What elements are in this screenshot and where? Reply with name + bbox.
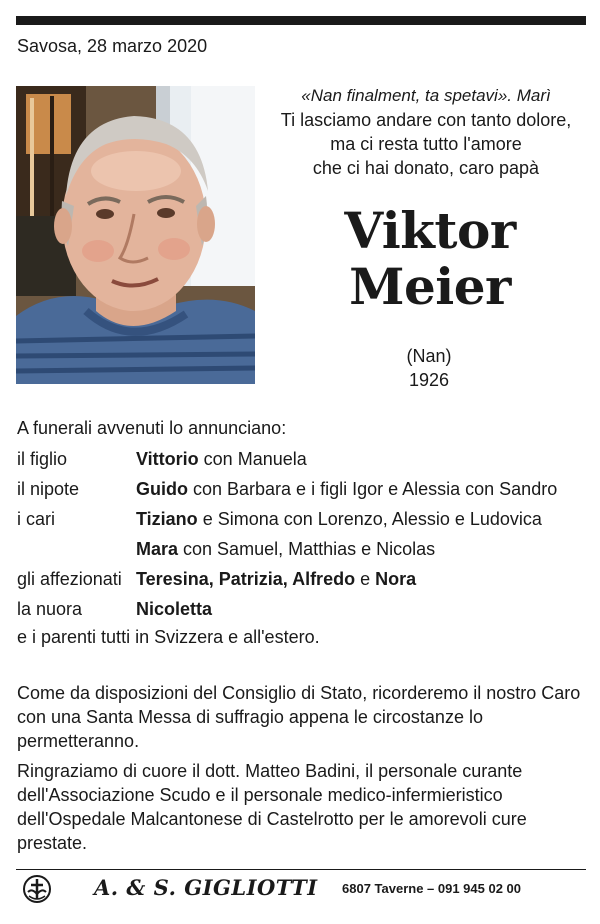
dedication-line-3: che ci hai donato, caro papà (312, 158, 540, 178)
mass-line: Come da disposizioni del Consiglio di Stato, ricorderemo il nostro Caro (17, 683, 581, 703)
relative-names (136, 477, 557, 501)
relative-name-rest: e Simona con Lorenzo, Alessio e Ludovica (197, 509, 542, 529)
mass-line: permetteranno. (17, 731, 140, 751)
dedication-line-1: Ti lasciamo andare con tanto dolore, (280, 110, 572, 130)
thanks-line: Ringraziamo di cuore il dott. Matteo Badini, il personale curante (17, 761, 523, 781)
quote-block (270, 84, 582, 180)
deceased-last-name: Meier (349, 257, 511, 316)
relative-name-rest: con Samuel, Matthias e Nicolas (178, 539, 436, 559)
mass-paragraph (17, 681, 587, 753)
dedication-line-2: ma ci resta tutto l'amore (330, 134, 522, 154)
relative-label: il nipote (17, 479, 80, 499)
relative-names (136, 567, 416, 591)
deceased-name (270, 203, 590, 315)
portrait-photo (16, 86, 255, 384)
relative-label: gli affezionati (17, 569, 122, 589)
deceased-details (370, 344, 488, 392)
top-rule (16, 16, 586, 25)
place-date: Savosa, 28 marzo 2020 (17, 36, 208, 56)
relative-name-bold: Vittorio (136, 449, 199, 469)
thanks-paragraph (17, 759, 587, 855)
relative-label: il figlio (17, 449, 68, 469)
relative-names (136, 507, 542, 531)
funeral-home-contact: 6807 Taverne – 091 945 02 00 (342, 881, 522, 896)
deceased-first-name: Viktor (344, 201, 516, 260)
relative-names (136, 447, 307, 471)
bottom-rule (16, 869, 586, 870)
relative-label: i cari (17, 509, 56, 529)
relative-name-bold: Tiziano (136, 509, 198, 529)
relative-name-bold-2: Nora (375, 569, 417, 589)
relative-name-rest: con Manuela (198, 449, 307, 469)
relative-name-bold: Teresina, Patrizia, Alfredo (136, 569, 356, 589)
deceased-birth-year: 1926 (408, 370, 450, 390)
thanks-line: prestate. (17, 833, 88, 853)
funeral-home-emblem-icon (22, 874, 52, 904)
mass-line: con una Santa Messa di suffragio appena le circostanze lo (17, 707, 483, 727)
relative-name-rest: e (355, 569, 376, 589)
relative-names (136, 537, 435, 561)
announcement-intro: A funerali avvenuti lo annunciano: (17, 418, 287, 438)
relative-names (136, 597, 212, 621)
quote-text: «Nan finalment, ta spetavi». Marì (301, 86, 551, 105)
announcement-closing: e i parenti tutti in Svizzera e all'estero. (17, 627, 320, 647)
relative-name-bold: Mara (136, 539, 179, 559)
thanks-line: dell'Ospedale Malcantonese di Castelrotto per le amorevoli cure (17, 809, 527, 829)
deceased-nickname: (Nan) (406, 346, 452, 366)
relative-name-rest: con Barbara e i figli Igor e Alessia con Sandro (188, 479, 558, 499)
funeral-home-name: A. & S. GIGLIOTTI (94, 875, 318, 900)
thanks-line: dell'Associazione Scudo e il personale medico-infermieristico (17, 785, 503, 805)
relative-label: la nuora (17, 599, 83, 619)
relative-name-bold: Nicoletta (136, 599, 213, 619)
relative-name-bold: Guido (136, 479, 188, 499)
